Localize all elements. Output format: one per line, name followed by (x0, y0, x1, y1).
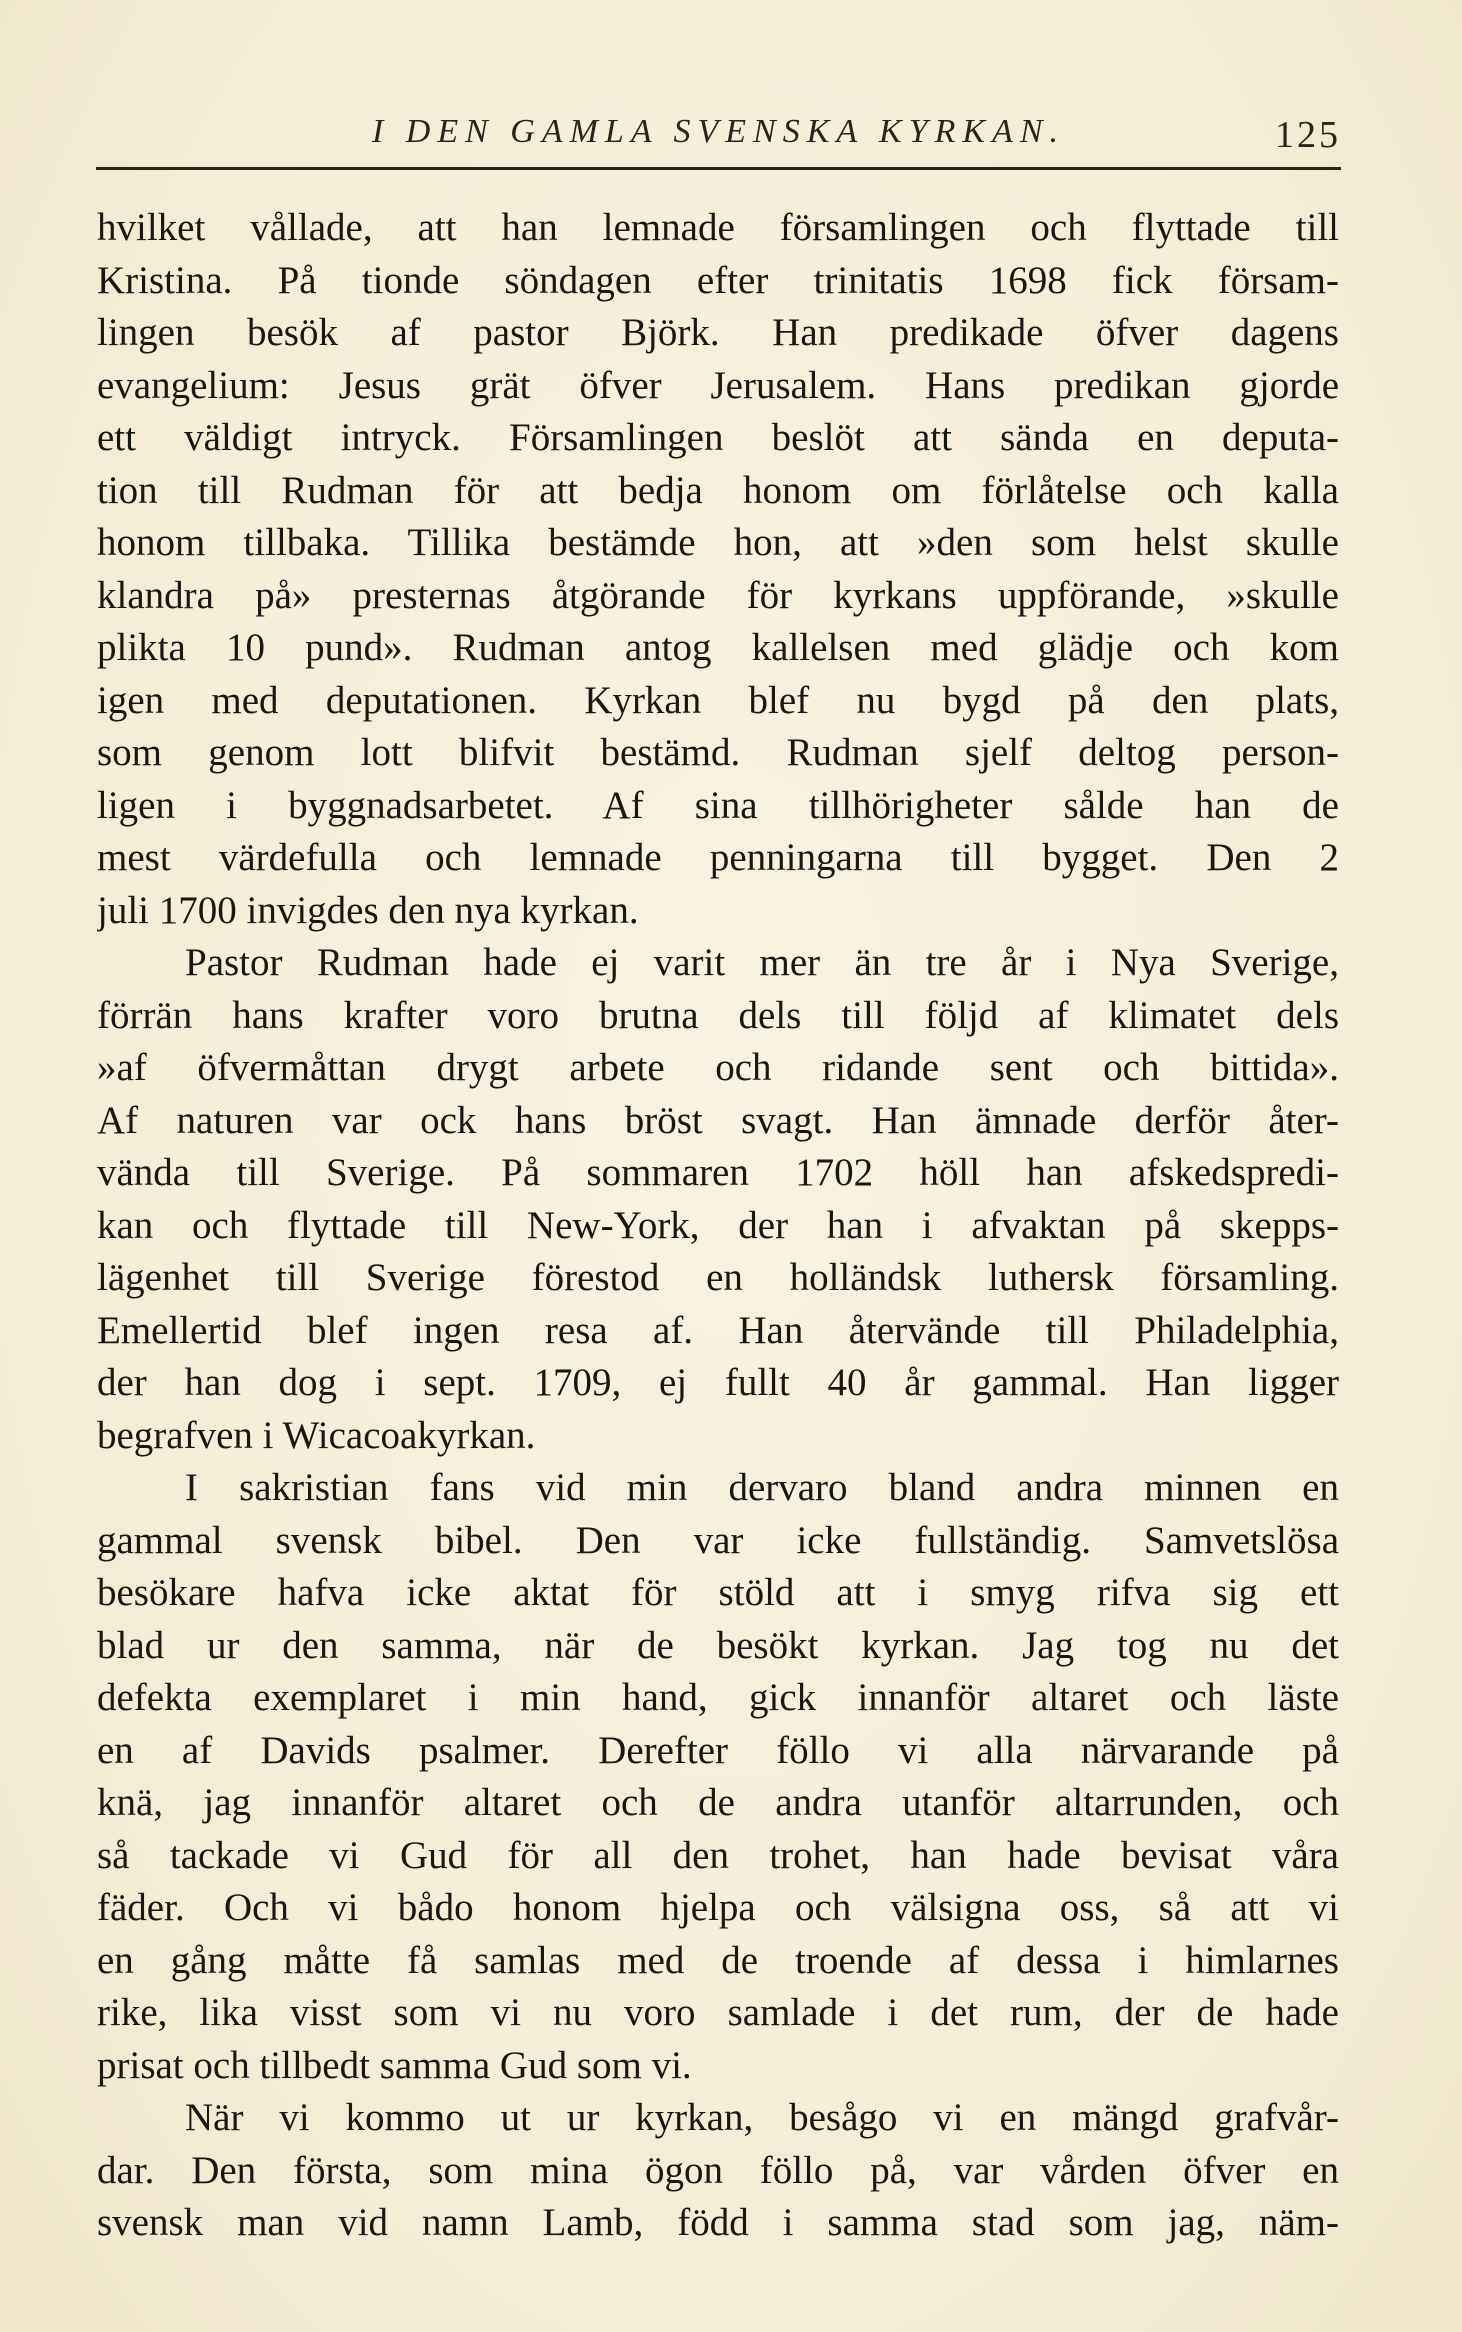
text-line: mest värdefulla och lemnade penningarna till bygget. Den 2 (97, 836, 1339, 879)
header-rule (96, 167, 1341, 170)
body-text (97, 202, 1339, 2250)
text-line: klandra på» presternas åtgörande för kyrkans uppförande, »skulle (97, 573, 1339, 617)
text-line: evangelium: Jesus grät öfver Jerusalem. Hans predikan gjorde (97, 363, 1339, 407)
text-line: Kristina. På tionde söndagen efter trinitatis 1698 fick försam- (97, 258, 1339, 302)
text-line: blad ur den samma, när de besökt kyrkan. Jag tog nu det (97, 1623, 1339, 1667)
text-line: honom tillbaka. Tillika bestämde hon, att »den som helst skulle (97, 521, 1339, 564)
text-line: Emellertid blef ingen resa af. Han återvände till Philadelphia, (97, 1308, 1339, 1352)
text-line: fäder. Och vi bådo honom hjelpa och välsigna oss, så att vi (97, 1886, 1339, 1929)
text-line: vända till Sverige. På sommaren 1702 höll han afskedspredi- (97, 1151, 1339, 1194)
text-line: juli 1700 invigdes den nya kyrkan. (97, 888, 639, 932)
text-line: der han dog i sept. 1709, ej fullt 40 år gammal. Han ligger (97, 1361, 1339, 1404)
text-line: tion till Rudman för att bedja honom om förlåtelse och kalla (97, 468, 1339, 512)
text-line: I sakristian fans vid min dervaro bland andra minnen en (185, 1466, 1339, 1509)
text-line: »af öfvermåttan drygt arbete och ridande sent och bittida». (97, 1046, 1339, 1089)
running-title: I DEN GAMLA SVENSKA KYRKAN. (371, 113, 1066, 150)
text-line: hvilket vållade, att han lemnade församlingen och flyttade till (97, 206, 1339, 249)
text-line: begrafven i Wicacoakyrkan. (97, 1413, 536, 1457)
text-line: defekta exemplaret i min hand, gick innanför altaret och läste (97, 1676, 1339, 1719)
text-line: lingen besök af pastor Björk. Han predikade öfver dagens (97, 311, 1339, 354)
text-line: svensk man vid namn Lamb, född i samma stad som jag, näm- (97, 2201, 1339, 2244)
text-line: en af Davids psalmer. Derefter föllo vi alla närvarande på (97, 1728, 1339, 1772)
text-line: lägenhet till Sverige förestod en holländsk luthersk församling. (97, 1256, 1339, 1299)
text-line: rike, lika visst som vi nu voro samlade i det rum, der de hade (97, 1991, 1339, 2034)
text-line: igen med deputationen. Kyrkan blef nu bygd på den plats, (97, 678, 1339, 722)
text-line: När vi kommo ut ur kyrkan, besågo vi en mängd grafvår- (185, 2096, 1339, 2139)
text-line: Pastor Rudman hade ej varit mer än tre år i Nya Sverige, (185, 941, 1339, 984)
text-line: besökare hafva icke aktat för stöld att i smyg rifva sig ett (97, 1571, 1339, 1614)
text-line: kan och flyttade till New-York, der han i afvaktan på skepps- (97, 1203, 1339, 1247)
page-number: 125 (1275, 114, 1341, 156)
text-line: förrän hans krafter voro brutna dels till följd af klimatet dels (97, 993, 1339, 1037)
text-line: ligen i byggnadsarbetet. Af sina tillhörigheter sålde han de (97, 783, 1339, 827)
text-line: ett väldigt intryck. Församlingen beslöt att sända en deputa- (97, 416, 1339, 459)
text-line: gammal svensk bibel. Den var icke fullständig. Samvetslösa (97, 1518, 1339, 1562)
text-line: dar. Den första, som mina ögon föllo på, var vården öfver en (97, 2148, 1339, 2192)
text-line: som genom lott blifvit bestämd. Rudman sjelf deltog person- (97, 731, 1339, 774)
text-line: en gång måtte få samlas med de troende af dessa i himlarnes (97, 1938, 1339, 1982)
text-line: så tackade vi Gud för all den trohet, han hade bevisat våra (97, 1833, 1339, 1877)
text-line: plikta 10 pund». Rudman antog kallelsen med glädje och kom (97, 626, 1339, 669)
running-head (96, 105, 1341, 165)
text-line: knä, jag innanför altaret och de andra utanför altarrunden, och (97, 1781, 1339, 1824)
text-line: Af naturen var ock hans bröst svagt. Han ämnade derför åter- (97, 1098, 1339, 1142)
text-line: prisat och tillbedt samma Gud som vi. (97, 2043, 692, 2087)
